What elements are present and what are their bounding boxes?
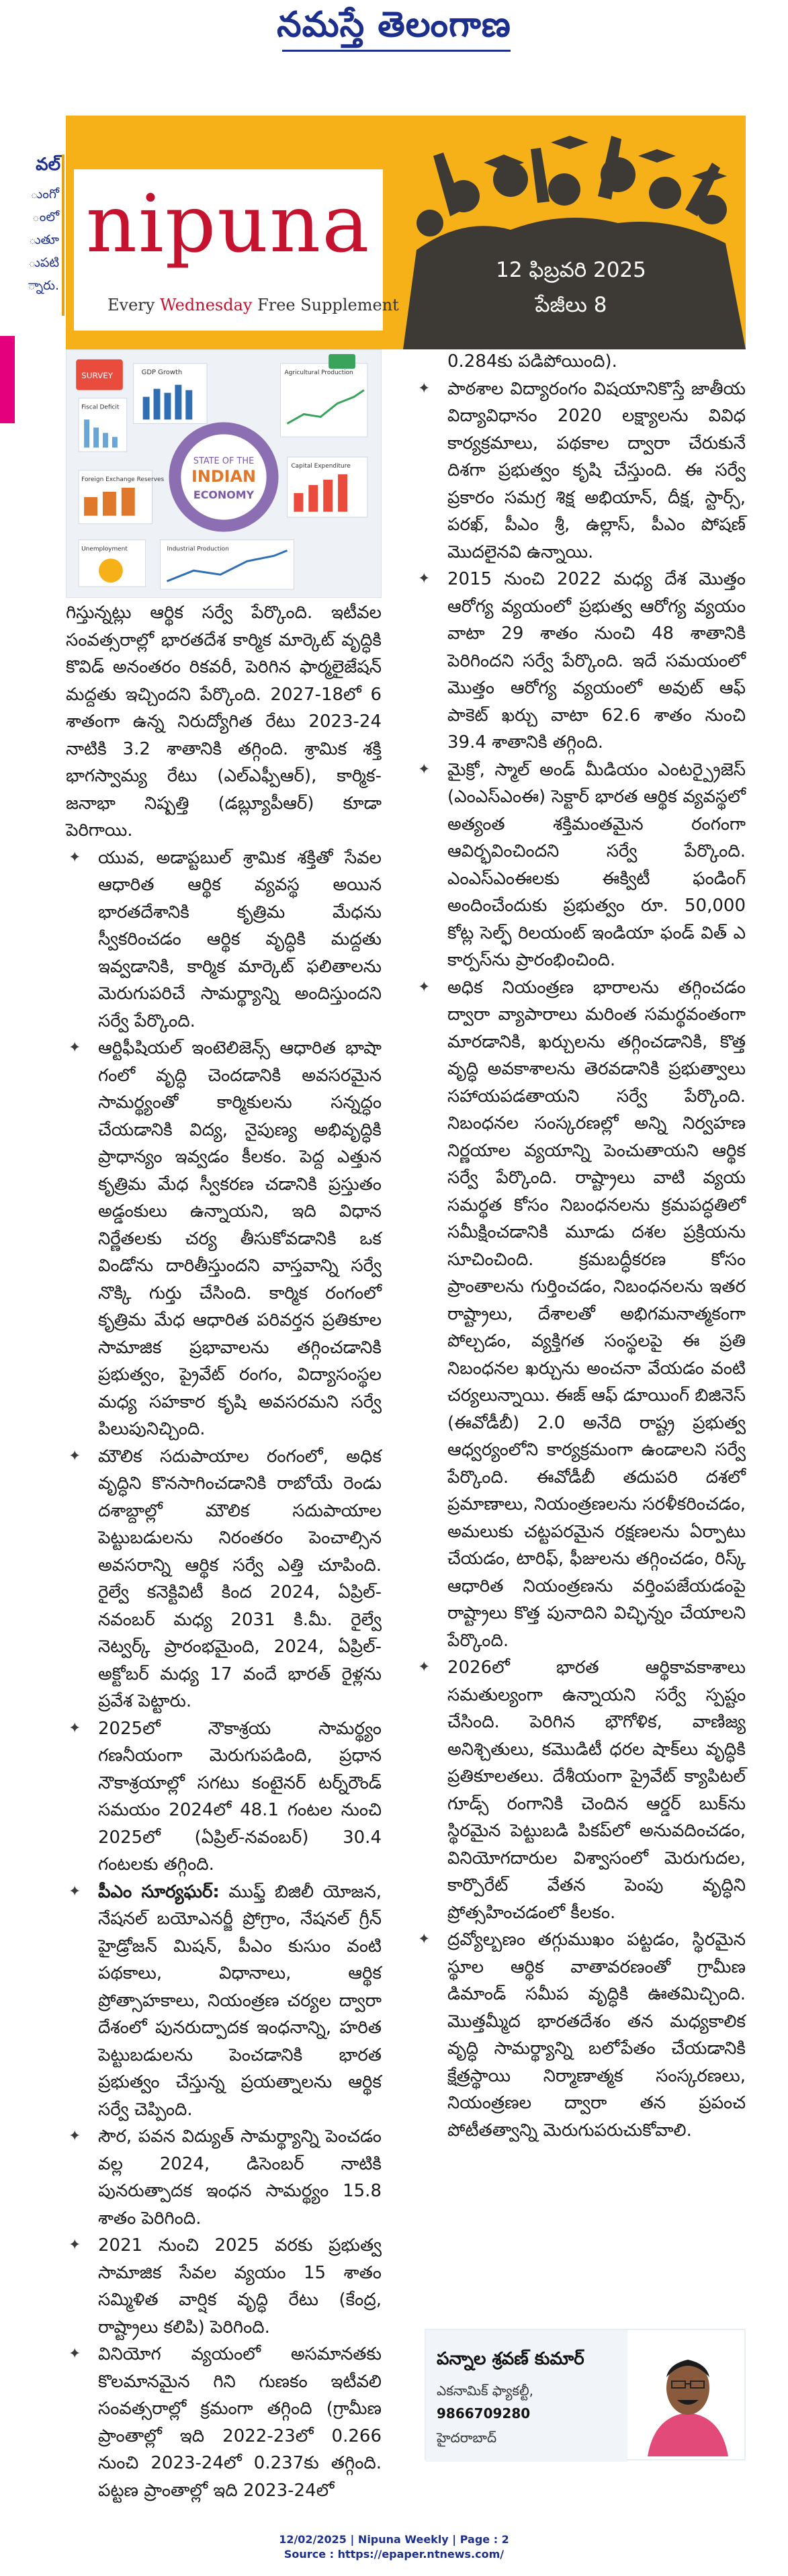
svg-text:Agricultural Production: Agricultural Production	[284, 369, 353, 376]
fragment-heading: వల్	[36, 155, 60, 175]
footer-page-info: 12/02/2025 | Nipuna Weekly | Page : 2	[279, 2533, 509, 2546]
paragraph: 0.284కు పడిపోయింది).	[447, 351, 617, 372]
brand-tagline: Every Wednesday Free Supplement	[107, 296, 399, 314]
svg-text:INDIAN: INDIAN	[191, 466, 256, 486]
paragraph: గిస్తున్నట్లు ఆర్థిక సర్వే పేర్కొంది. ఇటీవల సంవత్సరాల్లో భారతదేశ కార్మిక మార్కెట్ వృద్ధికి కొవిడ్ అనంతరం రికవరీ, పెరిగిన ఫార్మలైజేషన్ మద్దతు ఇచ్చిందని పేర్కొంది. 2027-18లో 6 శాతంగా ఉన్న నిరుద్యోగిత రేటు 2023-24 నాటికి 3.2 శాతానికి తగ్గింది. శ్రామిక శక్తి భాగస్వామ్య రేటు (ఎల్ఎఫ్పీఆర్), కార్మిక-జనాభా నిష్పత్తి (డబ్ల్యూపీఆర్) కూడా పెరిగాయి.	[66, 603, 382, 841]
bullet-point: ✦ సౌర, పవన విద్యుత్ సామర్థ్యాన్ని పెంచడం వల్ల 2024, డిసెంబర్ నాటికి పునరుత్పాదక ఇంధన సామర్థ్యం 15.8 శాతం పెరిగింది.	[66, 2123, 382, 2232]
svg-text:Foreign Exchange Reserves: Foreign Exchange Reserves	[81, 476, 165, 483]
author-card	[425, 2329, 746, 2460]
fragment-lines	[0, 183, 59, 297]
fragment-line: ంలో	[32, 210, 59, 224]
previous-column-fragment	[0, 116, 66, 349]
fragment-line: ుపటి	[28, 255, 59, 270]
fragment-rule	[62, 155, 64, 316]
svg-text:Industrial Production: Industrial Production	[167, 546, 229, 553]
footer-source: Source : https://epaper.ntnews.com/	[283, 2548, 505, 2561]
fragment-line: ్నారు.	[28, 278, 59, 293]
bullet-point: ✦ ఆర్టిఫీషియల్ ఇంటెలిజెన్స్ ఆధారిత భాషా గంలో వృద్ధి చెందడానికి అవసరమైన సామర్థ్యంతో కార్మికులను సన్నద్ధం చేయడానికి విద్య, నైపుణ్య అభివృద్ధికి ప్రాధాన్యం ఇవ్వడం కీలకం. పెద్ద ఎత్తున కృత్రిమ మేధ స్వీకరణ చడానికి ప్రస్తుతం అడ్డంకులు ఉన్నాయని, ఇది విధాన నిర్ణేతలకు చర్య తీసుకోవడానికి ఒక విండోను దారితీస్తుందని వాస్తవాన్ని సర్వే నొక్కి గుర్తు చేసింది. కార్మిక రంగంలో కృత్రిమ మేధ ఆధారిత పరివర్తన ప్రతికూల సామాజిక ప్రభావాలను తగ్గించడానికి ప్రభుత్వం, ప్రైవేట్ రంగం, విద్యాసంస్థల మధ్య సహకార కృషి అవసరమని సర్వే పిలుపునిచ్చింది.	[66, 1035, 382, 1443]
bullet-text: ముఫ్త్ బిజిలీ యోజన, నేషనల్ బయోఎనర్జీ ప్రోగ్రాం, నేషనల్ గ్రీన్ హైడ్రోజన్ మిషన్, పీఎం కుసుం వంటి పథకాలు, విధానాలు, ఆర్థిక ప్రోత్సాహకాలు, నియంత్రణ చర్యల ద్వారా దేశంలో పునరుద్పాదక ఇంధనాన్ని, హరిత పెట్టుబడులను పెంచడానికి భారత ప్రభుత్వం చేస్తున్న ప్రయత్నాలను ఆర్థిక సర్వే చెప్పింది.	[98, 1881, 382, 2120]
author-details	[426, 2330, 627, 2462]
svg-text:Fiscal Deficit: Fiscal Deficit	[81, 404, 120, 411]
column-left	[66, 599, 382, 2504]
issue-pages: పేజీలు 8	[535, 293, 607, 317]
author-phone: 9866709280	[437, 2405, 531, 2421]
svg-text:GDP Growth: GDP Growth	[141, 368, 183, 376]
bullet-point	[66, 1879, 382, 2124]
fragment-line: ుతూ	[28, 232, 59, 247]
svg-text:Unemployment: Unemployment	[81, 546, 128, 553]
bullet-point: ✦ పాఠశాల విద్యారంగం విషయానికొస్తే జాతీయ విద్యావిధానం 2020 లక్ష్యాలను వివిధ కార్యక్రమాలు, పథకాల ద్వారా చేరుకునే దిశగా ప్రభుత్వం కృషి చేస్తుంది. ఈ సర్వే ప్రకారం సమగ్ర శిక్ష అభియాన్, దీక్ష, స్టార్స్, పరఖ్, పీఎం శ్రీ, ఉల్లాస్, పీఎం పోషణ్ మొదలైనవి ఉన్నాయి.	[415, 376, 746, 566]
fragment-line: ుంగో	[30, 187, 59, 202]
bullet-lead-bold: పీఎం సూర్యఘర్:	[98, 1881, 220, 1902]
bullet-point: ✦ 2015 నుంచి 2022 మధ్య దేశ మొత్తం ఆరోగ్య వ్యయంలో ప్రభుత్వ ఆరోగ్య వ్యయం వాటా 29 శాతం నుంచి 48 శాతానికి పెరిగిందని సర్వే పేర్కొంది. ఇదే సమయంలో మొత్తం ఆరోగ్య వ్యయంలో అవుట్ ఆఫ్ పాకెట్ ఖర్చు వాటా 62.6 శాతం నుంచి 39.4 శాతానికి తగ్గింది.	[415, 566, 746, 757]
svg-text:Capital Expenditure: Capital Expenditure	[291, 463, 351, 470]
masthead-underline	[282, 50, 511, 52]
author-role: ఎకనామిక్ ఫ్యాకల్టీ,	[437, 2382, 534, 2399]
masthead	[0, 0, 788, 60]
bullet-point: ✦ 2025లో నౌకాశ్రయ సామర్థ్యం గణనీయంగా మెరుగుపడింది, ప్రధాన నౌకాశ్రయాల్లో సగటు కంటైనర్ టర్న్‌రౌండ్ సమయం 2024లో 48.1 గంటల నుంచి 2025లో (ఏప్రిల్-నవంబర్) 30.4 గంటలకు తగ్గింది.	[66, 1715, 382, 1879]
bullet-point: ✦ వినియోగ వ్యయంలో అసమానతకు కొలమానమైన గిని గుణకం ఇటీవలి సంవత్సరాల్లో క్రమంగా తగ్గింది (గ్రామీణ ప్రాంతాల్లో ఇది 2022-23లో 0.266 నుంచి 2023-24లో 0.237కు తగ్గింది. పట్టణ ప్రాంతాల్లో ఇది 2023-24లో	[66, 2341, 382, 2504]
accent-strip	[0, 336, 15, 423]
issue-date: 12 ఫిబ్రవరి 2025	[496, 258, 646, 282]
bullet-point: ✦ 2026లో భారత ఆర్థికావకాశాలు సమతుల్యంగా ఉన్నాయని సర్వే స్పష్టం చేసింది. పెరిగిన భౌగోళిక, వాణిజ్య అనిశ్చితులు, కమొడిటీ ధరల షాక్‌లు వృద్ధికి ప్రతికూలతలు. దేశీయంగా ప్రైవేట్ క్యాపిటల్ గూడ్స్ రంగానికి చెందిన ఆర్డర్ బుక్‌ను స్థిరమైన పెట్టుబడి పికప్‌లో అనువదించడం, వినియోగదారుల విశ్వాసంలో మెరుగుదల, కార్పొరేట్ వేతన పెంపు వృద్ధిని ప్రోత్సహించడంలో కీలకం.	[415, 1654, 746, 1926]
supplement-banner	[0, 116, 746, 349]
bullet-point: ✦ ద్రవ్యోల్బణం తగ్గుముఖం పట్టడం, స్థిరమైన స్థూల ఆర్థిక వాతావరణంతో గ్రామీణ డిమాండ్ సమీప వృద్ధికి ఊతమిచ్చింది. మొత్తమ్మీద భారతదేశం తన మధ్యకాలిక వృద్ధి సామర్థ్యాన్ని బలోపేతం చేయడానికి క్షేత్రస్థాయి నిర్మాణాత్మక సంస్కరణలు, నియంత్రణల ద్వారా తన ప్రపంచ పోటీతత్వాన్ని మెరుగుపరుచుకోవాలి.	[415, 1926, 746, 2144]
bullet-point: ✦ 2021 నుంచి 2025 వరకు ప్రభుత్వ సామాజిక సేవల వ్యయం 15 శాతం సమ్మిళిత వార్షిక వృద్ధి రేటు (కేంద్ర, రాష్ట్రాలు కలిపి) పెరిగింది.	[66, 2232, 382, 2341]
bullet-point: ✦ మౌలిక సదుపాయాల రంగంలో, అధిక వృద్ధిని కొనసాగించడానికి రాబోయే రెండు దశాబ్దాల్లో మౌలిక సదుపాయాల పెట్టుబడులను నిరంతరం పెంచాల్సిన అవసరాన్ని ఆర్థిక సర్వే ఎత్తి చూపింది. రైల్వే కనెక్టివిటీ కింద 2024, ఏప్రిల్-నవంబర్ మధ్య 2031 కి.మీ. రైల్వే నెట్వర్క్ ప్రారంభమైంది, 2024, ఏప్రిల్-అక్టోబర్ మధ్య 17 వందే భారత్ రైళ్లను ప్రవేశ పెట్టారు.	[66, 1443, 382, 1715]
economy-survey-infographic	[66, 349, 382, 598]
author-photo	[634, 2335, 742, 2456]
bullet-point: ✦ అధిక నియంత్రణ భారాలను తగ్గించడం ద్వారా వ్యాపారాలు మరింత సమర్థవంతంగా మారడానికి, ఖర్చులను తగ్గించడానికి, కొత్త వృద్ధి అవకాశాలను తెరవడానికి ప్రభుత్వాలు సహాయపడతాయని సర్వే పేర్కొంది. నిబంధనల సంస్కరణల్లో అన్ని నిర్వహణ నిర్ణయాల వ్యయాన్ని పెంచుతాయని ఆర్థిక సర్వే పేర్కొంది. రాష్ట్రాలు వాటి వ్యయ సమర్థత కోసం నిబంధనలను క్రమపద్ధతిలో సమీక్షించడానికి మూడు దశల ప్రక్రియను సూచించింది. క్రమబద్ధీకరణ కోసం ప్రాంతాలను గుర్తించడం, నిబంధనలను ఇతర రాష్ట్రాలు, దేశాలతో అభిగమనాత్మకంగా పోల్చడం, వ్యక్తిగత సంస్థలపై ఈ ప్రతి నిబంధనల ఖర్చును అంచనా వేయడం వంటి చర్యలున్నాయి. ఈజ్ ఆఫ్ డూయింగ్ బిజినెస్ (ఈవోడీబీ) 2.0 అనేది రాష్ట్ర ప్రభుత్వ ఆధ్వర్యంలోని కార్యక్రమంగా ఉండాలని సర్వే పేర్కొంది. ఈవోడీబీ తదుపరి దశలో ప్రమాణాలు, నియంత్రణలను సరళీకరించడం, అమలుకు చట్టపరమైన రక్షణలను ఏర్పాటు చేయడం, టారిఫ్, ఫీజులను తగ్గించడం, రిస్క్ ఆధారిత నియంత్రణను వర్తింపజేయడంపై రాష్ట్రాలు కొత్త పునాదిని విచ్ఛిన్నం చేయాలని పేర్కొంది.	[415, 974, 746, 1655]
brand-logo: nipuna	[86, 177, 371, 270]
column-right	[415, 348, 746, 2144]
svg-text:SURVEY: SURVEY	[81, 370, 114, 380]
svg-text:STATE OF THE: STATE OF THE	[193, 456, 255, 467]
author-city: హైదరాబాద్	[437, 2430, 497, 2446]
author-name: పన్నాల శ్రవణ్ కుమార్	[437, 2349, 584, 2369]
svg-text:ECONOMY: ECONOMY	[193, 488, 255, 501]
bullet-point: ✦ యువ, అడాప్టబుల్ శ్రామిక శక్తితో సేవల ఆధారిత ఆర్థిక వ్యవస్థ అయిన భారతదేశానికి కృత్రిమ మేధను స్వీకరించడం ఆర్థిక వృద్ధికి మద్దతు ఇవ్వడానికి, కార్మిక మార్కెట్ ఫలితాలను మెరుగుపరిచే సామర్థ్యాన్ని అందిస్తుందని సర్వే పేర్కొంది.	[66, 845, 382, 1035]
masthead-title: నమస్తే తెలంగాణ	[277, 4, 511, 45]
bullet-point: ✦ మైక్రో, స్మాల్ అండ్ మీడియం ఎంటర్ప్రైజెస్ (ఎంఎస్ఎంఈ) సెక్టార్ భారత ఆర్థిక వ్యవస్థలో అత్యంత శక్తిమంతమైన రంగంగా ఆవిర్భవించిందని సర్వే పేర్కొంది. ఎంఎస్ఎంఈలకు ఈక్విటీ ఫండింగ్ అందించేందుకు ప్రభుత్వం రూ. 50,000 కోట్ల సెల్ఫ్ రిలయంట్ ఇండియా ఫండ్ విత్ ఎ కార్పస్‌ను ప్రారంభించింది.	[415, 757, 746, 974]
